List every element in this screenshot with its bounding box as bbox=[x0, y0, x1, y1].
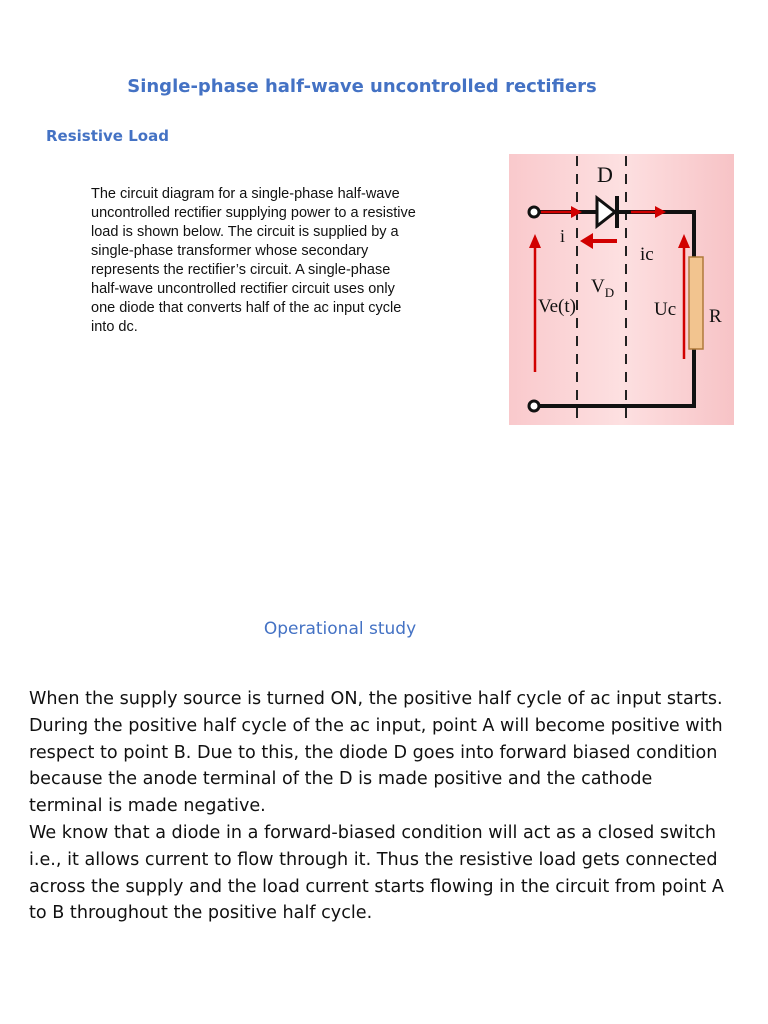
diode-label: D bbox=[597, 162, 613, 187]
intro-paragraph: The circuit diagram for a single-phase half-wave uncontrolled rectifier supplying power to a resistive load is shown below. The circuit is supplied by a single-phase transformer whose secondary represents the rectifier’s circuit. A single-phase half-wave uncontrolled rectifier circuit uses only one diode that converts half of the ac input cycle into dc. bbox=[91, 186, 416, 335]
paragraph-2: We know that a diode in a forward-biased condition will act as a closed switch i.e., it allows current to flow through it. Thus the resistive load gets connected across the supply and the load current starts flowing in the circuit from point A to B throughout the positive half cycle. bbox=[29, 822, 724, 924]
current-label: i bbox=[560, 226, 566, 246]
circuit-diagram bbox=[509, 154, 734, 425]
body-text bbox=[29, 686, 729, 927]
section-subtitle: Resistive Load bbox=[46, 127, 169, 145]
vd-label-sub: D bbox=[604, 285, 615, 300]
page-title: Single-phase half-wave uncontrolled rectifiers bbox=[127, 76, 597, 97]
terminal-a bbox=[529, 207, 539, 217]
resistor bbox=[689, 257, 703, 349]
paragraph-1: When the supply source is turned ON, the positive half cycle of ac input starts. During the positive half cycle of the ac input, point A will become positive with respect to point B. Due to this, the diode D goes into forward biased condition because the anode terminal of the D is made positive and the cathode terminal is made negative. bbox=[29, 689, 723, 817]
ic-label: ic bbox=[640, 244, 654, 265]
r-label: R bbox=[709, 306, 722, 327]
vd-label-main: V bbox=[591, 276, 605, 297]
uc-label: Uc bbox=[654, 299, 677, 320]
terminal-b bbox=[529, 401, 539, 411]
ve-label: Ve(t) bbox=[538, 296, 576, 317]
section-heading: Operational study bbox=[263, 619, 417, 639]
